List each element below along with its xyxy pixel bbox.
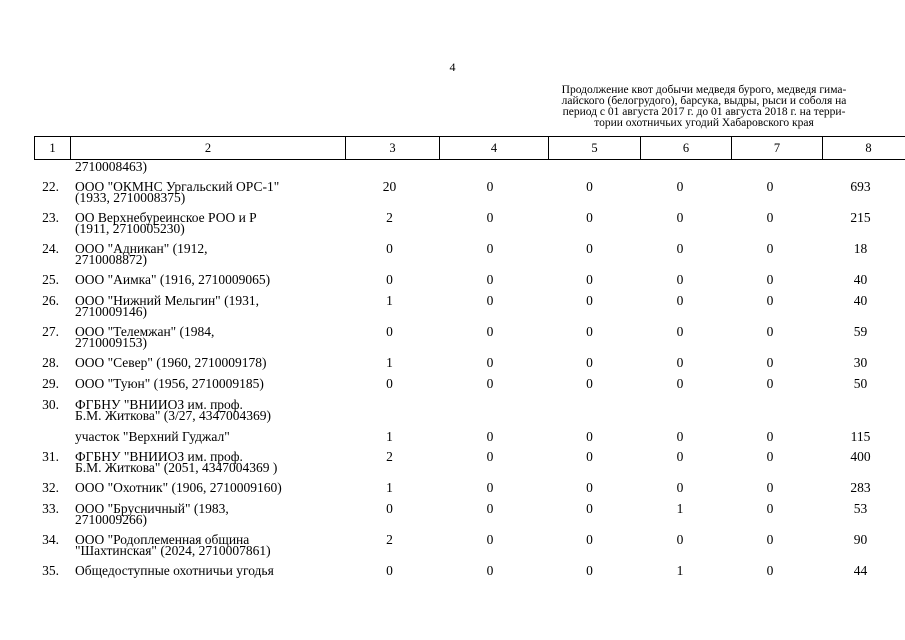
row-number: 22.: [42, 179, 59, 194]
table-row: [34, 212, 905, 243]
quota-value-c4: 0: [486, 355, 494, 370]
quota-value-c6: 1: [676, 563, 684, 578]
column-header: 3: [346, 137, 440, 160]
name-line: Б.М. Житкова" (2051, 4347004369 ): [75, 460, 278, 475]
quota-value-c4: 0: [486, 480, 494, 495]
continuation-text: 2710008463): [75, 159, 147, 174]
quota-value-c6: 0: [676, 272, 684, 287]
name-line: ООО "Брусничный" (1983,: [75, 501, 229, 516]
row-number: 26.: [42, 293, 59, 308]
organization-name: [69, 274, 343, 295]
name-line: ООО "Север" (1960, 2710009178): [75, 355, 267, 370]
column-header: 8: [823, 137, 905, 160]
quota-value-c5: 0: [586, 210, 593, 225]
quota-value-c7: 0: [766, 324, 774, 339]
row-number: 23.: [42, 210, 59, 225]
table-row: [34, 274, 905, 295]
caption-line: Продолжение квот добычи медведя бурого, медведя гима-: [561, 84, 847, 96]
name-line: ООО "Нижний Мельгин" (1931,: [75, 293, 259, 308]
quota-value-c6: 0: [676, 449, 684, 464]
quota-value-c6: 0: [676, 179, 684, 194]
quota-value-c7: 0: [766, 210, 774, 225]
quota-value-c3: 0: [386, 376, 393, 391]
quota-value-c8: 693: [850, 179, 871, 194]
quota-value-c4: 0: [486, 179, 494, 194]
quota-value-c3: 0: [386, 272, 393, 287]
quota-value-c6: 0: [676, 241, 684, 256]
organization-name: [69, 503, 343, 534]
column-header: 5: [549, 137, 641, 160]
table-row: [34, 243, 905, 274]
organization-name: [69, 565, 343, 586]
table-row: [34, 565, 905, 586]
quota-value-c4: 0: [486, 501, 494, 516]
organization-name: [69, 431, 343, 451]
row-number: 31.: [42, 449, 59, 464]
quota-value-c6: 0: [676, 355, 684, 370]
quota-value-c7: 0: [766, 501, 774, 516]
organization-name: [69, 243, 343, 274]
quota-value-c8: 400: [850, 449, 871, 464]
column-header: 7: [732, 137, 823, 160]
quota-table: [34, 161, 905, 586]
organization-name: [69, 399, 343, 431]
quota-value-c4: 0: [486, 429, 494, 444]
quota-value-c7: 0: [766, 376, 774, 391]
quota-value-c8: 90: [853, 532, 868, 547]
name-line: (1911, 2710005230): [75, 221, 185, 236]
quota-value-c5: 0: [586, 449, 593, 464]
quota-value-c3: 0: [386, 241, 393, 256]
quota-value-c7: 0: [766, 449, 774, 464]
name-line: ООО "Адникан" (1912,: [75, 241, 208, 256]
quota-value-c4: 0: [486, 293, 494, 308]
organization-name: [69, 295, 343, 326]
quota-value-c5: 0: [586, 563, 593, 578]
quota-value-c7: 0: [766, 429, 774, 444]
name-line: 2710009153): [75, 335, 147, 350]
quota-value-c8: [815, 399, 905, 431]
name-line: ООО "Телемжан" (1984,: [75, 324, 215, 339]
quota-value-c3: 0: [386, 563, 393, 578]
name-line: (1933, 2710008375): [75, 190, 186, 205]
table-row: [34, 378, 905, 399]
quota-value-c6: 0: [676, 532, 684, 547]
caption-line: лайского (белогрудого), барсука, выдры, рыси и соболя на: [561, 95, 847, 107]
quota-value-c4: 0: [486, 532, 494, 547]
name-line: ООО "Родоплеменная община: [75, 532, 250, 547]
row-number: 33.: [42, 501, 59, 516]
quota-value-c8: 50: [853, 376, 868, 391]
quota-value-c5: 0: [586, 480, 593, 495]
row-number: 29.: [42, 376, 59, 391]
quota-value-c4: [436, 399, 544, 431]
quota-value-c3: 1: [386, 355, 393, 370]
quota-value-c7: 0: [766, 563, 774, 578]
quota-value-c5: 0: [586, 355, 593, 370]
row-number: 35.: [42, 563, 59, 578]
quota-value-c3: 1: [386, 429, 393, 444]
row-number: 25.: [42, 272, 59, 287]
name-line: ООО "Охотник" (1906, 2710009160): [75, 480, 282, 495]
table-row: [34, 399, 905, 431]
column-header: 1: [35, 137, 71, 160]
row-number: 30.: [42, 397, 59, 412]
quota-value-c7: 0: [766, 272, 774, 287]
quota-value-c3: 1: [386, 293, 393, 308]
quota-value-c4: 0: [486, 241, 494, 256]
caption-line: период с 01 августа 2017 г. до 01 августа 2018 г. на терри-: [562, 106, 846, 118]
quota-value-c8: 215: [850, 210, 871, 225]
quota-value-c4: 0: [486, 563, 494, 578]
table-row: [34, 161, 905, 181]
quota-value-c3: 1: [386, 480, 393, 495]
quota-value-c5: 0: [586, 241, 593, 256]
quota-value-c8: 44: [853, 563, 868, 578]
name-line: ООО "ОКМНС Ургальский ОРС-1": [75, 179, 280, 194]
quota-value-c3: 0: [386, 501, 393, 516]
quota-value-c6: 0: [676, 324, 684, 339]
quota-value-c3: 0: [386, 324, 393, 339]
table-row: [34, 357, 905, 378]
quota-value-c5: [544, 399, 635, 431]
name-line: 2710009146): [75, 304, 147, 319]
name-line: 2710009266): [75, 512, 147, 527]
quota-value-c5: 0: [586, 532, 593, 547]
quota-value-c7: 0: [766, 241, 774, 256]
quota-value-c7: 0: [766, 532, 774, 547]
organization-name: [69, 326, 343, 357]
column-header: 6: [641, 137, 732, 160]
name-line: Общедоступные охотничьи угодья: [75, 563, 274, 578]
quota-value-c6: 0: [676, 429, 684, 444]
row-number: 34.: [42, 532, 59, 547]
name-line: "Шахтинская" (2024, 2710007861): [75, 543, 271, 558]
quota-value-c5: 0: [586, 501, 593, 516]
quota-value-c4: 0: [486, 449, 494, 464]
table-row: [34, 431, 905, 451]
quota-value-c5: 0: [586, 293, 593, 308]
quota-value-c3: 2: [386, 210, 393, 225]
quota-value-c7: 0: [766, 480, 774, 495]
quota-value-c6: 0: [676, 210, 684, 225]
column-header-row: [34, 136, 905, 160]
quota-value-c4: 0: [486, 376, 494, 391]
quota-value-c8: 283: [850, 480, 871, 495]
organization-name: [69, 534, 343, 565]
organization-name: [69, 357, 343, 378]
quota-value-c3: 20: [382, 179, 397, 194]
quota-value-c8: 40: [853, 272, 868, 287]
organization-name: [69, 181, 343, 212]
quota-value-c8: 18: [853, 241, 868, 256]
quota-value-c7: 0: [766, 293, 774, 308]
quota-value-c3: 2: [386, 449, 393, 464]
quota-value-c3: [343, 399, 436, 431]
quota-value-c6: 0: [676, 480, 684, 495]
quota-value-c7: 0: [766, 355, 774, 370]
organization-name: [69, 482, 343, 503]
table-caption: [536, 85, 872, 129]
row-number: 27.: [42, 324, 59, 339]
column-header: 4: [440, 137, 549, 160]
quota-value-c4: 0: [486, 210, 494, 225]
quota-value-c5: 0: [586, 179, 593, 194]
quota-value-c5: 0: [586, 324, 593, 339]
name-line: ФГБНУ "ВНИИОЗ им. проф.: [75, 449, 243, 464]
row-number: 28.: [42, 355, 59, 370]
quota-value-c8: 30: [853, 355, 868, 370]
organization-name: [69, 212, 343, 243]
page-number: 4: [449, 60, 456, 74]
quota-value-c6: [635, 399, 725, 431]
name-line: ООО "Туюн" (1956, 2710009185): [75, 376, 264, 391]
quota-value-c5: 0: [586, 272, 593, 287]
quota-value-c8: 53: [853, 501, 868, 516]
quota-value-c4: 0: [486, 272, 494, 287]
caption-line: тории охотничьих угодий Хабаровского края: [594, 117, 814, 129]
table-row: [34, 326, 905, 357]
organization-name: [69, 378, 343, 399]
name-line: ООО "Аимка" (1916, 2710009065): [75, 272, 271, 287]
quota-value-c7: 0: [766, 179, 774, 194]
quota-value-c6: 1: [676, 501, 684, 516]
table-row: [34, 451, 905, 482]
table-row: [34, 295, 905, 326]
row-number: 24.: [42, 241, 59, 256]
name-line: ФГБНУ "ВНИИОЗ им. проф.: [75, 397, 243, 412]
table-row: [34, 503, 905, 534]
table-row: [34, 482, 905, 503]
table-row: [34, 534, 905, 565]
quota-value-c7: [725, 399, 815, 431]
quota-value-c4: 0: [486, 324, 494, 339]
name-line: участок "Верхний Гуджал": [75, 429, 230, 444]
name-line: Б.М. Житкова" (3/27, 4347004369): [75, 408, 272, 423]
column-header: 2: [71, 137, 346, 160]
quota-value-c6: 0: [676, 293, 684, 308]
row-number: 32.: [42, 480, 59, 495]
name-line: ОО Верхнебуреинское РОО и Р: [75, 210, 257, 225]
quota-value-c5: 0: [586, 429, 593, 444]
row-number: [34, 431, 69, 451]
quota-value-c6: 0: [676, 376, 684, 391]
quota-value-c5: 0: [586, 376, 593, 391]
quota-value-c8: 40: [853, 293, 868, 308]
quota-value-c8: 59: [853, 324, 868, 339]
quota-value-c3: 2: [386, 532, 393, 547]
table-row: [34, 181, 905, 212]
name-line: 2710008872): [75, 252, 147, 267]
quota-value-c8: 115: [850, 429, 871, 444]
organization-name: [69, 451, 343, 482]
